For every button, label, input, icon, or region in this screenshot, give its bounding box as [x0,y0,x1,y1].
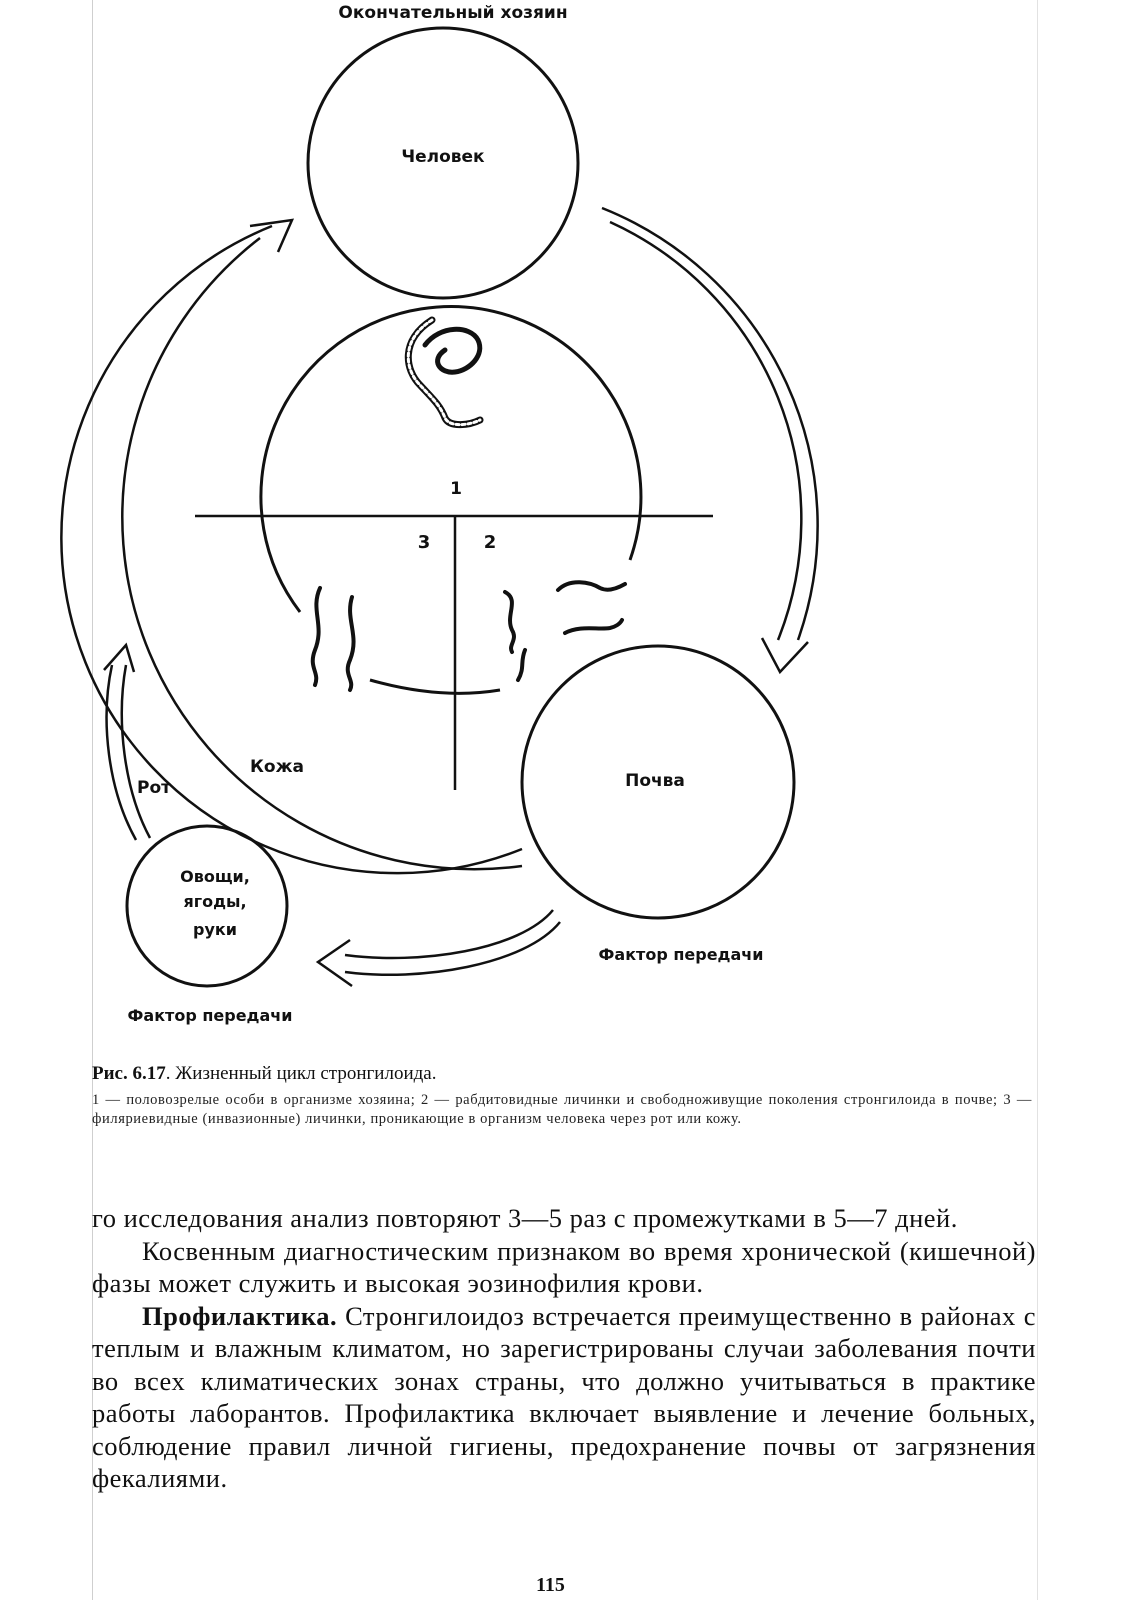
vegetables-label-line2: ягоды, [183,892,247,911]
rhabditiform-larvae-illustration [505,582,625,680]
adult-worm-illustration [408,320,480,425]
prevention-text: Стронгилоидоз встречается преимущественно в районах с теплым и влажным климатом, но зарегистрированы случаи заболевания почти во всех климатических зонах страны, что должно учитываться в практике работы лаборантов. Профилактика включает выявление и лечение больных, соблюдение правил личной гигиены, предохранение почвы от загрязнения фекалиями. [92,1300,1036,1493]
stage-1-label: 1 [450,479,462,499]
soil-label: Почва [625,771,685,791]
transfer-factor-left-label: Фактор передачи [127,1006,293,1025]
figure-title: . Жизненный цикл стронгилоида. [165,1063,437,1084]
vegetables-label-line3: руки [193,920,237,939]
final-host-label: Окончательный хозяин [338,3,568,23]
prevention-heading: Профилактика. [142,1300,338,1331]
caption-description: 1 — половозрелые особи в организме хозяина; 2 — рабдитовидные личинки и свободноживущие поколения стронгилоида в почве; 3 — филяриевидные (инвазионные) личинки, проникающие в организм человека через рот или кожу. [92,1092,1032,1127]
page-number: 115 [536,1574,565,1596]
filariform-larvae-illustration [313,588,354,690]
stage-2-label: 2 [483,532,497,553]
body-text [92,1202,1036,1495]
inner-circle-upper-arc [261,307,641,612]
transfer-factor-right-label: Фактор передачи [598,945,764,964]
figure-number: Рис. 6.17 [92,1063,166,1084]
paragraph-eosinophilia: Косвенным диагностическим признаком во время хронической (кишечной) фазы может служить и высокая эозинофилия крови. [92,1235,1036,1298]
mouth-route-label: Рот [137,778,171,798]
figure-caption [92,1063,1032,1129]
caption-title [92,1063,1032,1085]
vegetables-label-line1: Овощи, [180,867,250,886]
arrow-soil-to-vegetables [318,910,560,986]
stage-3-label: 3 [417,532,431,553]
paragraph-continuation: го исследования анализ повторяют 3—5 раз с промежутками в 5—7 дней. [92,1203,958,1233]
arrow-human-to-soil [602,208,818,672]
arrow-mouth-route [104,645,150,840]
inner-circle-lower-arc [370,680,500,693]
human-label: Человек [401,147,485,167]
skin-route-label: Кожа [250,757,304,777]
paragraph-prevention [92,1300,1036,1495]
